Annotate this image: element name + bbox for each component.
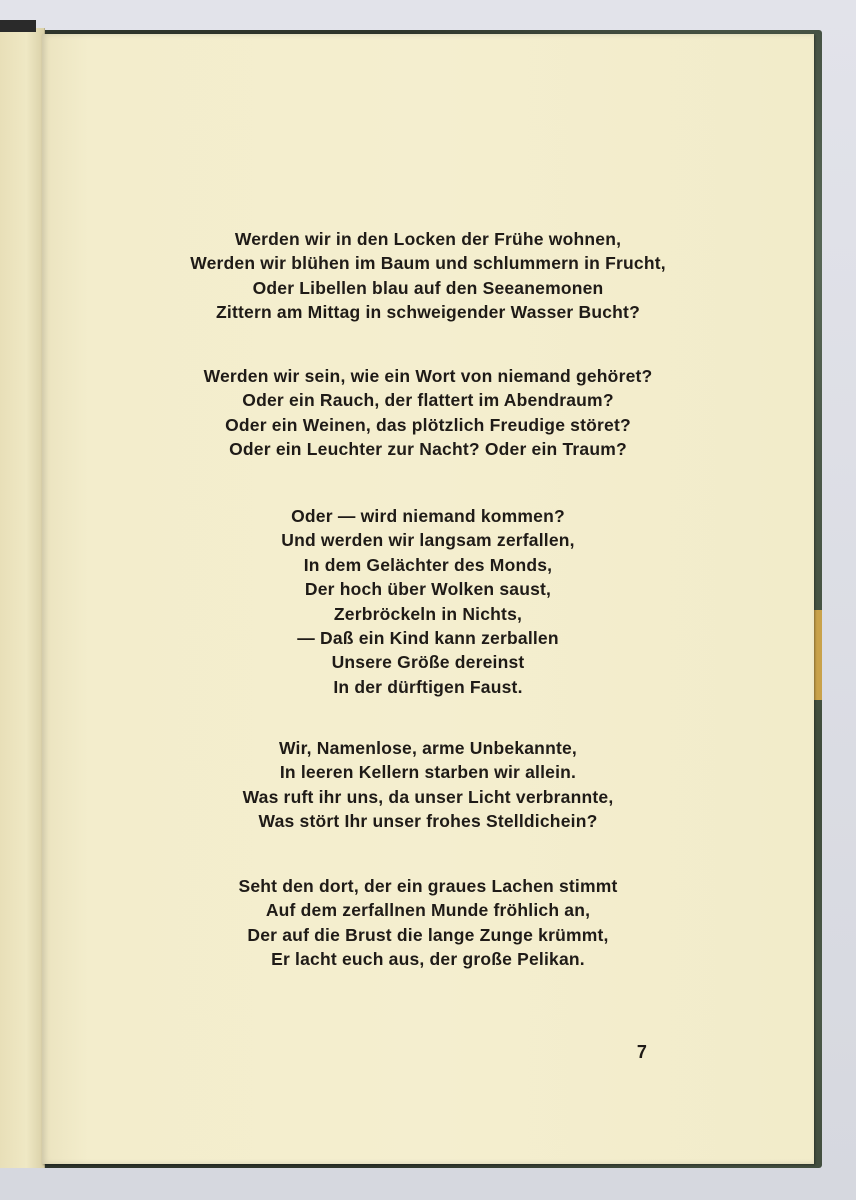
poem-line: In dem Gelächter des Monds, [303, 554, 553, 575]
poem-line: Auf dem zerfallnen Munde fröhlich an, [265, 900, 591, 921]
stanza-3 [42, 504, 814, 699]
poem-line: Oder ein Rauch, der flattert im Abendraum? [242, 390, 614, 411]
stanza-5 [42, 874, 814, 972]
poem-line: Unsere Größe dereinst [331, 652, 525, 673]
stanza-4 [42, 736, 814, 834]
poem-line: In leeren Kellern starben wir allein. [279, 762, 577, 783]
book-page [42, 34, 814, 1164]
poem-line: Oder — wird niemand kommen? [291, 506, 565, 526]
stanza-1 [42, 227, 814, 325]
poem-line: Oder ein Leuchter zur Nacht? Oder ein Traum? [229, 439, 627, 460]
poem-line: Der auf die Brust die lange Zunge krümmt, [247, 924, 609, 945]
poem-line: Der hoch über Wolken saust, [304, 579, 552, 600]
page-number: 7 [636, 1042, 648, 1062]
poem-line: — Daß ein Kind kann zerballen [297, 627, 559, 648]
poem-line: Was stört Ihr unser frohes Stelldichein? [258, 811, 598, 832]
poem-line: Werden wir in den Locken der Frühe wohnen, [234, 229, 622, 249]
poem-line: In der dürftigen Faust. [333, 676, 523, 697]
poem-line: Werden wir blühen im Baum und schlummern in Frucht, [190, 253, 666, 274]
poem-line: Zerbröckeln in Nichts, [333, 603, 523, 624]
poem [42, 34, 814, 1164]
facing-page-edge [0, 28, 45, 1168]
poem-line: Wir, Namenlose, arme Unbekannte, [278, 738, 577, 758]
poem-line: Oder ein Weinen, das plötzlich Freudige störet? [225, 414, 631, 435]
poem-line: Zittern am Mittag in schweigender Wasser Bucht? [216, 302, 640, 323]
left-cover-edge [0, 20, 36, 32]
poem-line: Oder Libellen blau auf den Seeanemonen [252, 277, 604, 298]
stanza-2 [42, 364, 814, 462]
poem-line: Und werden wir langsam zerfallen, [281, 530, 575, 551]
poem-line: Werden wir sein, wie ein Wort von niemand gehöret? [203, 366, 653, 386]
poem-line: Seht den dort, der ein graues Lachen stimmt [238, 876, 618, 896]
poem-line: Was ruft ihr uns, da unser Licht verbrannte, [242, 786, 614, 807]
poem-line: Er lacht euch aus, der große Pelikan. [271, 949, 585, 970]
